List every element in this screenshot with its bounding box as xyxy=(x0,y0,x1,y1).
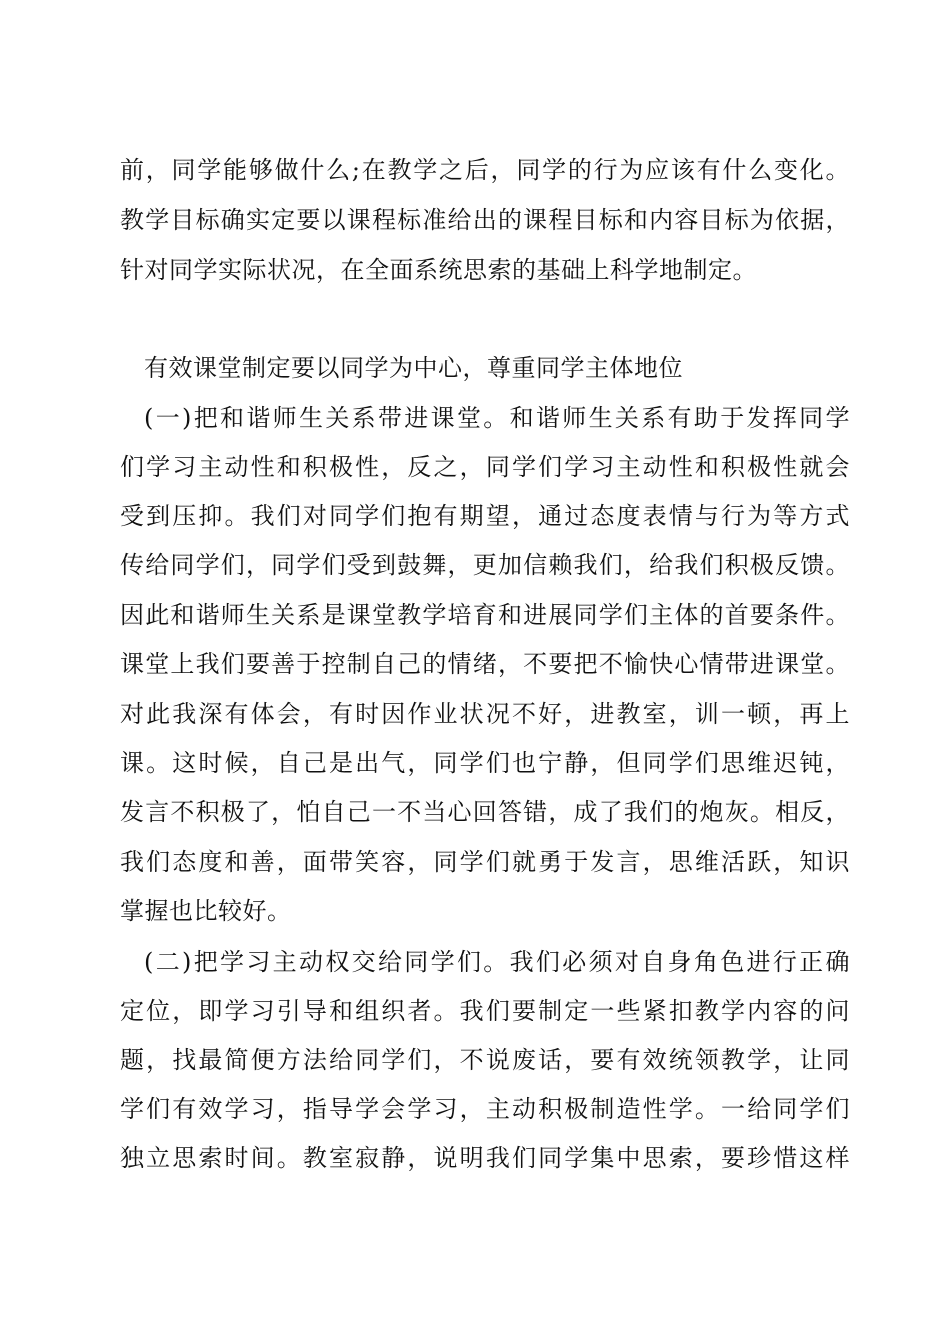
section-heading: 有效课堂制定要以同学为中心，尊重同学主体地位 xyxy=(144,354,683,382)
intro-line-1: 前，同学能够做什么;在教学之后，同学的行为应该有什么变化。 xyxy=(120,156,850,184)
para-one-line-4: 传给同学们，同学们受到鼓舞，更加信赖我们，给我们积极反馈。 xyxy=(120,551,850,579)
para-two-line-3: 题，找最简便方法给同学们，不说废话，要有效统领教学，让同 xyxy=(120,1046,850,1074)
para-two-line-5: 独立思索时间。教室寂静，说明我们同学集中思索，要珍惜这样 xyxy=(120,1144,850,1172)
para-two-line-2: 定位，即学习引导和组织者。我们要制定一些紧扣教学内容的问 xyxy=(120,997,850,1025)
intro-line-3: 针对同学实际状况，在全面系统思索的基础上科学地制定。 xyxy=(120,256,757,284)
para-one-line-10: 我们态度和善，面带笑容，同学们就勇于发言，思维活跃，知识 xyxy=(120,848,850,876)
para-one-line-2: 们学习主动性和积极性，反之，同学们学习主动性和积极性就会 xyxy=(120,453,850,481)
intro-line-2: 教学目标确实定要以课程标准给出的课程目标和内容目标为依据， xyxy=(120,206,850,234)
para-two-line-4: 学们有效学习，指导学会学习，主动积极制造性学。一给同学们 xyxy=(120,1095,850,1123)
para-one-line-8: 课。这时候，自己是出气，同学们也宁静，但同学们思维迟钝， xyxy=(120,749,850,777)
para-one-line-5: 因此和谐师生关系是课堂教学培育和进展同学们主体的首要条件。 xyxy=(120,601,850,629)
para-one-line-7: 对此我深有体会，有时因作业状况不好，进教室，训一顿，再上 xyxy=(120,700,850,728)
para-one-line-6: 课堂上我们要善于控制自己的情绪，不要把不愉快心情带进课堂。 xyxy=(120,650,850,678)
para-one-line-3: 受到压抑。我们对同学们抱有期望，通过态度表情与行为等方式 xyxy=(120,502,850,530)
para-two-line-1: (二)把学习主动权交给同学们。我们必须对自身角色进行正确 xyxy=(144,948,850,976)
para-one-line-9: 发言不积极了，怕自己一不当心回答错，成了我们的炮灰。相反， xyxy=(120,798,850,826)
para-one-line-11: 掌握也比较好。 xyxy=(120,897,292,925)
para-one-line-1: (一)把和谐师生关系带进课堂。和谐师生关系有助于发挥同学 xyxy=(144,404,850,432)
